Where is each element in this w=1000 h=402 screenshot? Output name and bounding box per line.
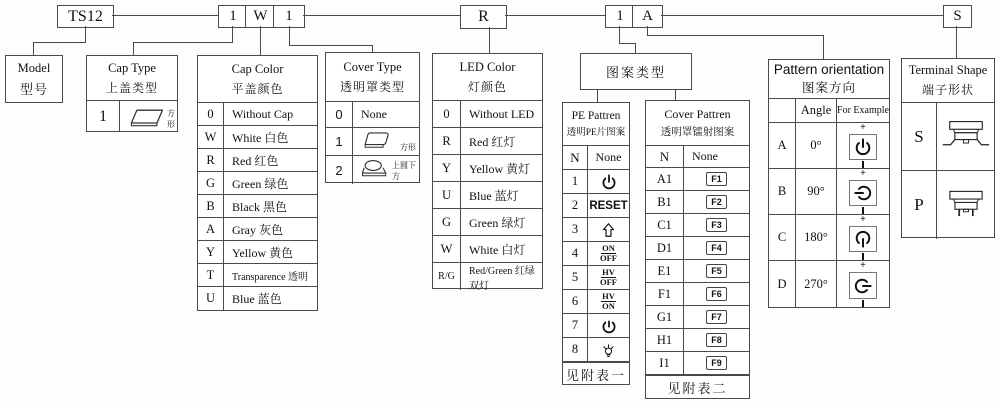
code-box-pe-pattern [605, 5, 635, 28]
terminal-header [902, 59, 994, 103]
power-inside-icon [601, 318, 617, 334]
cover-type-title-zh: 透明罩类型 [339, 79, 405, 94]
connector-line [823, 35, 824, 59]
code-pe-text: 1 [616, 8, 624, 24]
connector-line [133, 42, 134, 55]
code-box-cover-type [273, 5, 305, 28]
connector-line [505, 15, 605, 16]
connector-line [133, 42, 233, 43]
table-row: R Red 红色 [198, 149, 317, 172]
hv-off-label: $\frac{HV}{\text{OFF}}$ [600, 267, 617, 287]
table-row: G Green 绿色 [198, 172, 317, 195]
cover-pattern-table [645, 100, 750, 399]
f5-key-icon: F5 [706, 264, 727, 278]
orientation-title-zh: 图案方向 [801, 81, 856, 95]
table-row: 2 RESET [563, 194, 629, 218]
pattern-type-box [580, 53, 692, 90]
on-off-label: $\frac{ON}{\text{OFF}}$ [600, 243, 617, 263]
plus-mark: + [860, 168, 866, 179]
code-model-text: TS12 [68, 7, 103, 25]
table-row: 0 Without LED [433, 101, 542, 128]
pe-pattern-title-en: PE Pattren [571, 110, 621, 122]
orientation-col-headers [769, 99, 889, 123]
terminal-row-p: P [902, 171, 994, 239]
orientation-row-a: A 0° + [769, 123, 889, 169]
hv-on-label: $\frac{HV}{ON}$ [602, 291, 615, 311]
up-arrow-icon [601, 222, 616, 238]
connector-line [289, 26, 290, 45]
connector-line [661, 15, 943, 16]
table-row: 5 $\frac{HV}{\text{OFF}}$ [563, 266, 629, 290]
connector-line [33, 42, 34, 55]
code-cover-type-text: 1 [285, 8, 293, 24]
orientation-title-en: Pattern orientation [773, 62, 885, 77]
code-terminal-text: S [953, 8, 962, 24]
cap-type-title-en: Cap Type [108, 60, 156, 75]
code-box-cap-type [218, 5, 248, 28]
power-icon-rotated-270 [849, 272, 877, 299]
connector-line [260, 26, 261, 55]
cap-type-table [86, 55, 178, 132]
connector-line [647, 35, 824, 36]
table-row: U Blue 蓝色 [198, 287, 317, 310]
orientation-header [769, 60, 889, 99]
orientation-row-d: D 270° + [769, 261, 889, 307]
table-row: R/G Red/Green 红绿双灯 [433, 263, 542, 290]
connector-line [619, 43, 636, 44]
cover-pattern-header [646, 101, 749, 146]
table-row: Y Yellow 黄灯 [433, 155, 542, 182]
cap-type-row-code: 1 [87, 101, 120, 132]
table-row: I1 F9 [646, 352, 749, 375]
connector-line [597, 88, 598, 102]
connector-line [619, 26, 620, 43]
cap-type-row [87, 101, 177, 132]
code-cap-type-text: 1 [229, 8, 237, 24]
connector-line [33, 42, 86, 43]
table-row: N None [563, 146, 629, 170]
table-row: G Green 绿灯 [433, 209, 542, 236]
table-row: 7 [563, 314, 629, 338]
table-row: 8 [563, 338, 629, 362]
table-row: B Black 黑色 [198, 195, 317, 218]
connector-line [85, 26, 86, 42]
terminal-table [901, 58, 995, 238]
connector-line [289, 45, 373, 46]
cap-color-header [198, 56, 317, 103]
table-row: B1 F2 [646, 191, 749, 214]
plus-mark: + [860, 260, 866, 271]
table-row: E1 F5 [646, 260, 749, 283]
minus-tick [862, 207, 864, 214]
power-icon [601, 174, 617, 190]
code-led-text: R [478, 8, 489, 25]
code-box-terminal [943, 5, 972, 28]
table-row: U Blue 蓝灯 [433, 182, 542, 209]
power-icon-rotated-90 [849, 180, 877, 206]
cover-type-table [325, 52, 420, 183]
table-row: W White 白色 [198, 126, 317, 149]
table-row: R Red 红灯 [433, 128, 542, 155]
model-title-zh: 型号 [19, 81, 48, 97]
code-box-cap-color [245, 5, 276, 28]
square-cover-icon [358, 129, 392, 153]
cover-pattern-footer: 见附表二 [646, 375, 749, 398]
connector-line [232, 26, 233, 42]
connector-line [956, 26, 957, 58]
terminal-title-zh: 端子形状 [921, 83, 974, 97]
table-row: W White 白灯 [433, 236, 542, 263]
power-icon [849, 134, 877, 160]
f1-key-icon: F1 [706, 172, 727, 186]
orientation-row-b: B 90° + [769, 169, 889, 215]
plus-mark: + [860, 214, 866, 225]
f2-key-icon: F2 [706, 195, 727, 209]
table-row: A1 F1 [646, 168, 749, 191]
connector-line [112, 15, 218, 16]
connector-line [647, 26, 648, 35]
code-cap-color-text: W [253, 8, 268, 24]
minus-tick [862, 300, 864, 307]
cap-color-table [197, 55, 318, 311]
table-row: 3 [563, 218, 629, 242]
example-col-header: For Example [837, 105, 889, 116]
table-row: A Gray 灰色 [198, 218, 317, 241]
round-top-cover-icon [358, 157, 392, 182]
table-row: T Transparence 透明 [198, 264, 317, 287]
code-box-model [57, 5, 114, 28]
table-row: 0 Without Cap [198, 103, 317, 126]
cover-pattern-title-en: Cover Pattren [664, 107, 731, 121]
table-row: F1 F6 [646, 283, 749, 306]
table-row: 1 方形 [326, 128, 419, 156]
cover-type-title-en: Cover Type [343, 59, 402, 74]
f6-key-icon: F6 [706, 287, 727, 301]
pe-pattern-title-zh: 透明PE片图案 [566, 128, 626, 138]
cap-color-title-en: Cap Color [231, 61, 284, 76]
f7-key-icon: F7 [706, 310, 727, 324]
table-row: Y Yellow 黄色 [198, 241, 317, 264]
code-box-cover-pattern [632, 5, 663, 28]
pe-pattern-table [562, 102, 630, 385]
connector-line [303, 15, 460, 16]
minus-tick [862, 253, 864, 260]
f8-key-icon: F8 [706, 333, 727, 347]
pe-pattern-header [563, 103, 629, 146]
power-icon-rotated-180 [849, 226, 877, 252]
lamp-icon [600, 341, 617, 358]
cap-type-row-label: 方形 [167, 109, 175, 129]
table-row: H1 F8 [646, 329, 749, 352]
code-cover-pattern-text: A [642, 8, 653, 24]
led-color-header [433, 54, 542, 101]
cover-pattern-title-zh: 透明罩镭射图案 [660, 127, 735, 138]
cap-type-header [87, 56, 177, 101]
pattern-type-title: 图案类型 [605, 65, 666, 80]
table-row: 6 $\frac{HV}{ON}$ [563, 290, 629, 314]
led-color-title-en: LED Color [459, 59, 516, 74]
connector-line [489, 27, 490, 53]
table-row: N None [646, 146, 749, 168]
f9-key-icon: F9 [706, 356, 727, 370]
model-table [5, 55, 63, 103]
model-title-en: Model [17, 60, 51, 75]
minus-tick [862, 161, 864, 168]
straight-pin-terminal-icon [940, 188, 992, 222]
table-row: D1 F4 [646, 237, 749, 260]
terminal-title-en: Terminal Shape [908, 63, 988, 77]
table-row: 2 上圆下方 [326, 156, 419, 184]
code-box-led-color [460, 5, 507, 29]
orientation-table [768, 59, 890, 308]
cover-type-header [326, 53, 419, 102]
table-row: 4 $\frac{ON}{\text{OFF}}$ [563, 242, 629, 266]
flat-square-cap-icon [125, 105, 167, 130]
connector-line [635, 43, 636, 53]
led-color-table [432, 53, 543, 292]
cap-type-row-value [120, 101, 178, 132]
f4-key-icon: F4 [706, 241, 727, 255]
connector-line [372, 45, 373, 52]
cap-color-title-zh: 平盖颜色 [231, 81, 284, 96]
cap-type-title-zh: 上盖类型 [105, 80, 158, 95]
f3-key-icon: F3 [706, 218, 727, 232]
table-row: 0 None [326, 102, 419, 128]
pe-pattern-footer: 见附表一 [563, 362, 629, 386]
plus-mark: + [860, 122, 866, 133]
angle-col-header: Angle [796, 99, 837, 122]
table-row: C1 F3 [646, 214, 749, 237]
led-color-title-zh: 灯颜色 [467, 79, 507, 94]
table-row: G1 F7 [646, 306, 749, 329]
terminal-row-s: S [902, 103, 994, 171]
orientation-row-c: C 180° + [769, 215, 889, 261]
table-row: 1 [563, 170, 629, 194]
bent-lug-terminal-icon [940, 119, 992, 155]
